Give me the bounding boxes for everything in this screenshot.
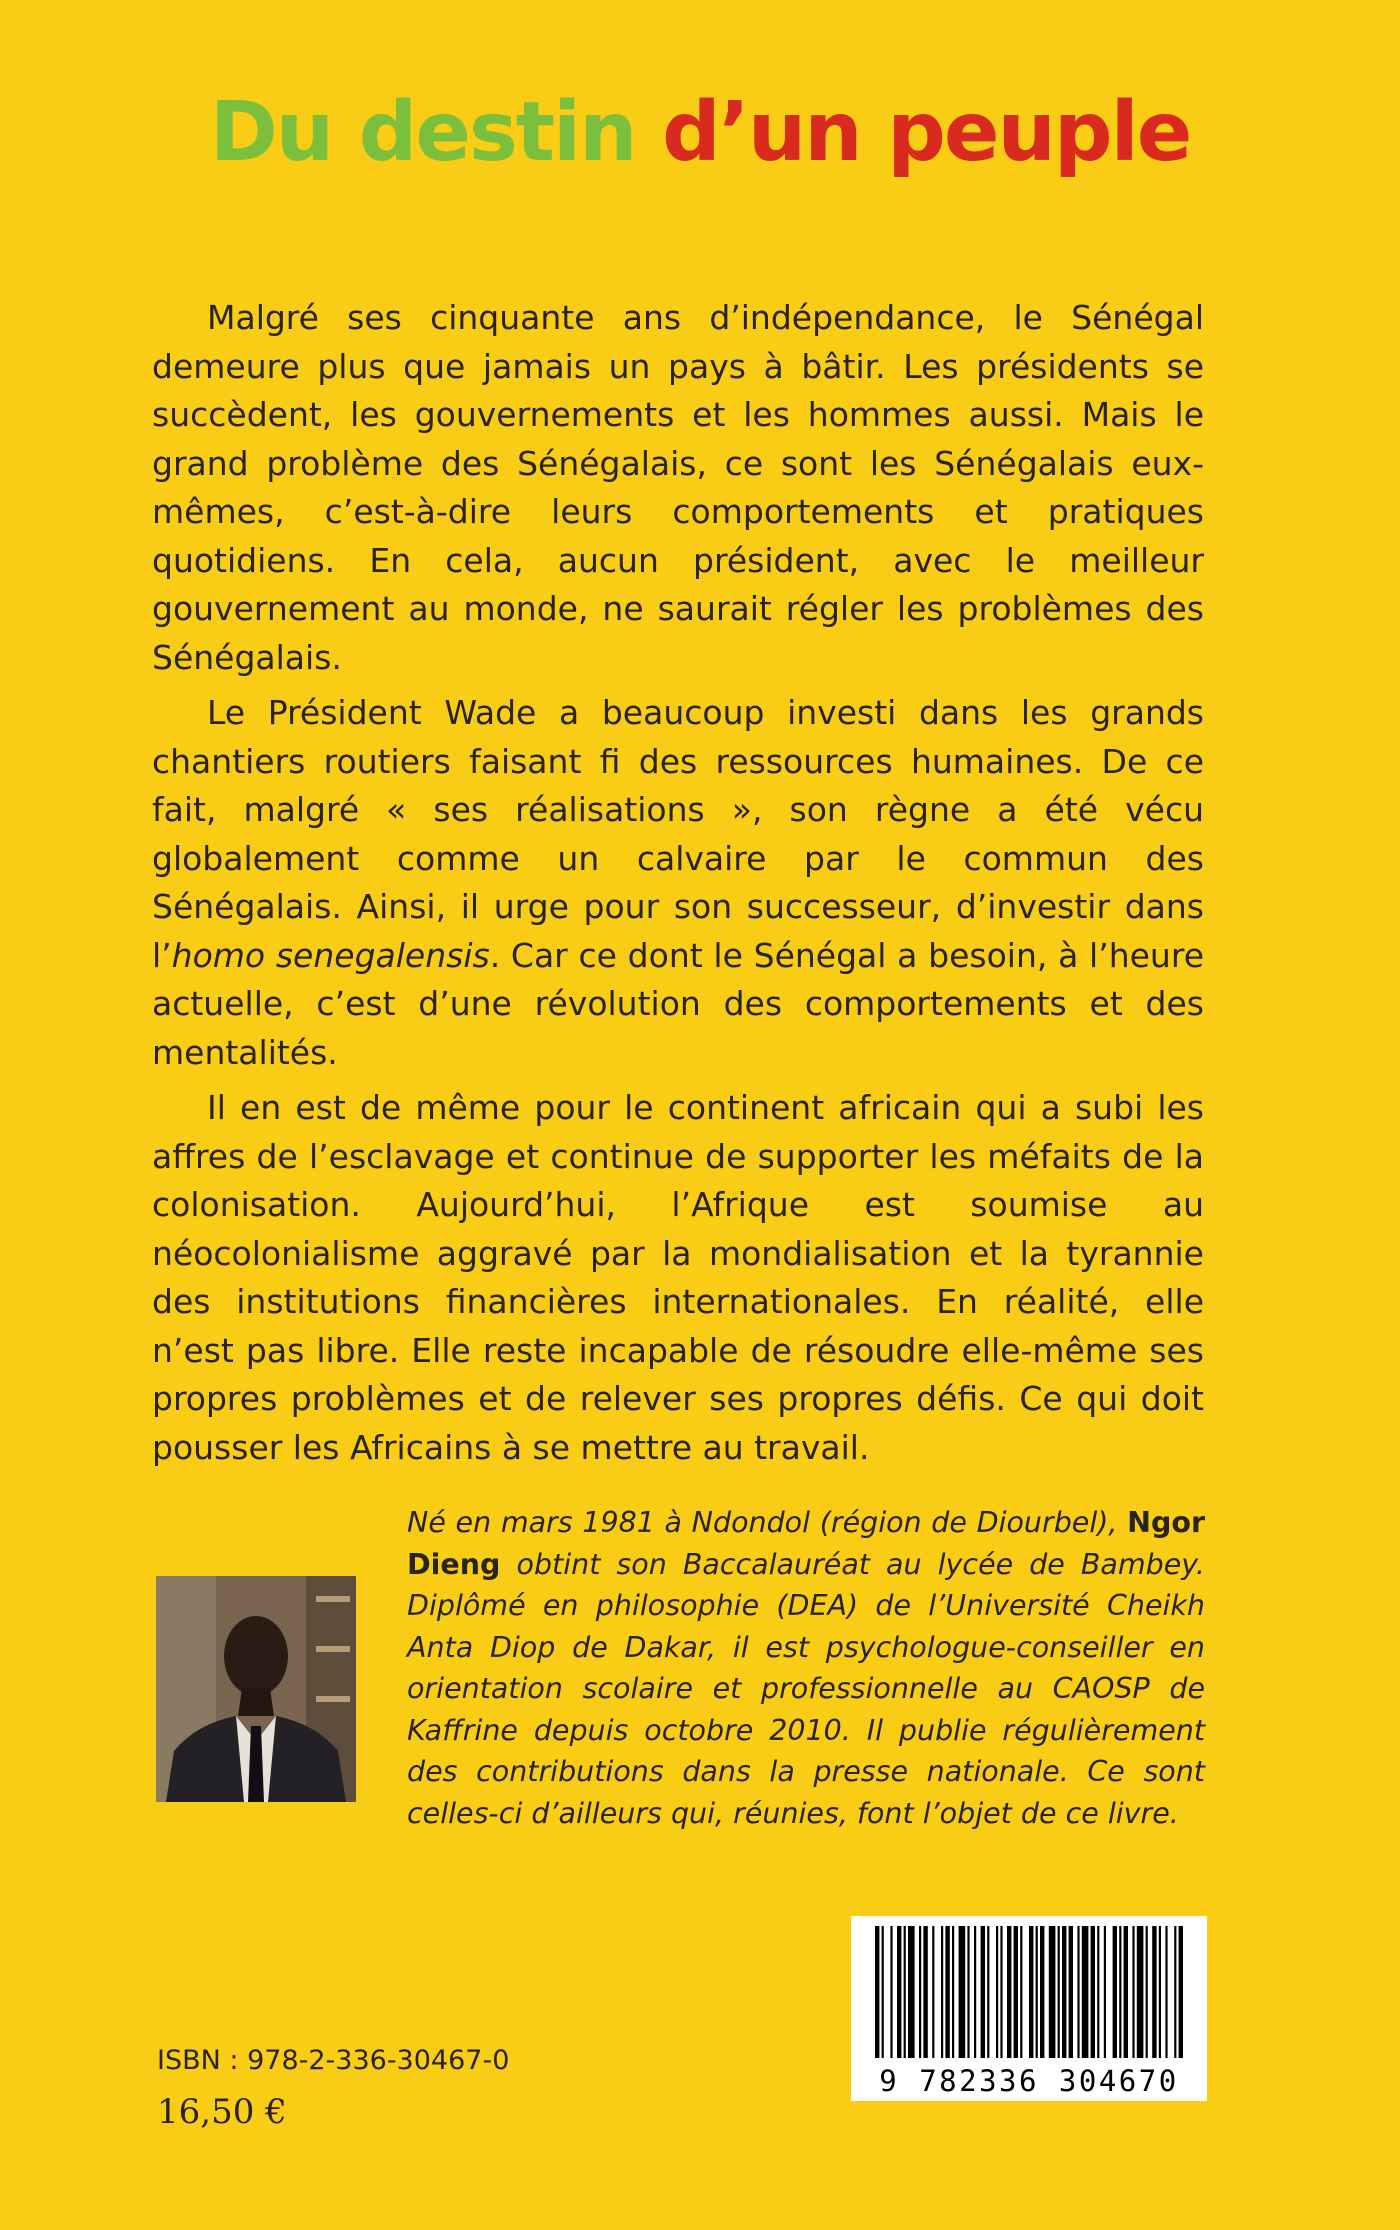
barcode-bar <box>996 1926 998 2058</box>
barcode-bar <box>908 1926 915 2058</box>
barcode-bar <box>1082 1926 1089 2058</box>
barcode-bar <box>1069 1926 1073 2058</box>
barcode-bar <box>919 1926 921 2058</box>
barcode-bar <box>959 1926 966 2058</box>
barcode-bar <box>904 1926 906 2058</box>
barcode-bars <box>851 1916 1207 2066</box>
barcode-bar <box>1132 1926 1134 2058</box>
barcode-bar <box>882 1926 884 2058</box>
barcode-bar <box>1049 1926 1056 2058</box>
barcode-bar <box>1029 1926 1033 2058</box>
barcode-bar <box>941 1926 943 2058</box>
barcode-bar <box>1058 1926 1060 2058</box>
barcode-bar <box>1036 1926 1038 2058</box>
barcode-bar <box>945 1926 949 2058</box>
barcode-bar <box>932 1926 934 2058</box>
isbn: ISBN : 978-2-336-30467-0 <box>157 2045 510 2076</box>
barcode <box>851 1916 1207 2101</box>
barcode-bar <box>1137 1926 1144 2058</box>
book-title <box>0 85 1400 180</box>
barcode-bar <box>1091 1926 1095 2058</box>
barcode-bar <box>967 1926 969 2058</box>
author-name: Ngor Dieng <box>407 1506 1205 1581</box>
barcode-bar <box>1000 1926 1002 2058</box>
barcode-bar <box>875 1926 879 2058</box>
barcode-digits: 9 782336 304670 <box>879 2064 1179 2098</box>
barcode-bar <box>1179 1926 1183 2058</box>
barcode-bar <box>981 1926 985 2058</box>
barcode-bar <box>890 1926 892 2058</box>
barcode-bar <box>1104 1926 1106 2058</box>
price: 16,50 € <box>157 2092 287 2132</box>
back-cover-text <box>152 294 1204 1479</box>
barcode-bar <box>897 1926 901 2058</box>
bio-text-before: Né en mars 1981 à Ndondol (région de Diourbel), <box>407 1506 1128 1539</box>
barcode-bar <box>1097 1926 1099 2058</box>
barcode-bar <box>1020 1926 1022 2058</box>
barcode-bar <box>1062 1926 1066 2058</box>
author-photo <box>156 1576 356 1802</box>
barcode-bar <box>1077 1926 1079 2058</box>
paragraph-3: Il en est de même pour le continent africain qui a subi les affres de l’esclavage et continue de supporter les méfaits de la colonisation. Aujourd’hui, l’Afrique est soumise au néocolonialisme aggravé par la mondialisation et la tyrannie des institutions financières internationales. En réalité, elle n’est pas libre. Elle reste incapable de résoudre elle-même ses propres problèmes et de relever ses propres défis. Ce qui doit pousser les Africains à se mettre au travail. <box>152 1088 1204 1467</box>
bio-text-after: obtint son Baccalauréat au lycée de Bambey. Diplômé en philosophie (DEA) de l’Université Cheikh Anta Diop de Dakar, il est psychologue-conseiller en orientation scolaire et professionnelle au CAOSP de Kaffrine depuis octobre 2010. Il publie régulièrement des contributions dans la presse nationale. Ce sont celles-ci d’ailleurs qui, réunies, font l’objet de ce livre. <box>407 1547 1205 1830</box>
title-part-2: d’un peuple <box>662 85 1191 180</box>
barcode-bar <box>1113 1926 1117 2058</box>
paragraph-2 <box>152 689 1204 1077</box>
barcode-bar <box>952 1926 954 2058</box>
barcode-bar <box>1146 1926 1148 2058</box>
barcode-bar <box>923 1926 927 2058</box>
barcode-bar <box>1165 1926 1167 2058</box>
barcode-bar <box>974 1926 976 2058</box>
paragraph-2-text-after: . Car ce dont le Sénégal a besoin, à l’heure actuelle, c’est d’une révolution des comportements et des mentalités. <box>152 935 1204 1072</box>
barcode-bar <box>1159 1926 1161 2058</box>
barcode-bar <box>1174 1926 1176 2058</box>
barcode-bar <box>1040 1926 1044 2058</box>
barcode-bar <box>1124 1926 1128 2058</box>
paragraph-1: Malgré ses cinquante ans d’indépendance, le Sénégal demeure plus que jamais un pays à bâtir. Les présidents se succèdent, les gouvernements et les hommes aussi. Mais le grand problème des Sénégalais, ce sont les Sénégalais eux-mêmes, c’est-à-dire leurs comportements et pratiques quotidiens. En cela, aucun président, avec le meilleur gouvernement au monde, ne saurait régler les problèmes des Sénégalais. <box>152 298 1204 677</box>
barcode-bar <box>1119 1926 1121 2058</box>
author-bio <box>407 1502 1205 1834</box>
barcode-bar <box>1014 1926 1018 2058</box>
paragraph-2-italic-term: homo senegalensis <box>171 935 490 975</box>
title-part-1: Du destin <box>209 85 636 180</box>
barcode-bar <box>987 1926 989 2058</box>
barcode-bar <box>1007 1926 1011 2058</box>
barcode-bar <box>1152 1926 1156 2058</box>
paragraph-2-text-before: Le Président Wade a beaucoup investi dans les grands chantiers routiers faisant fi des ressources humaines. De ce fait, malgré « ses réalisations », son règne a été vécu globalement comme un calvaire par le commun des Sénégalais. Ainsi, il urge pour son successeur, d’investir dans l’ <box>152 693 1204 975</box>
